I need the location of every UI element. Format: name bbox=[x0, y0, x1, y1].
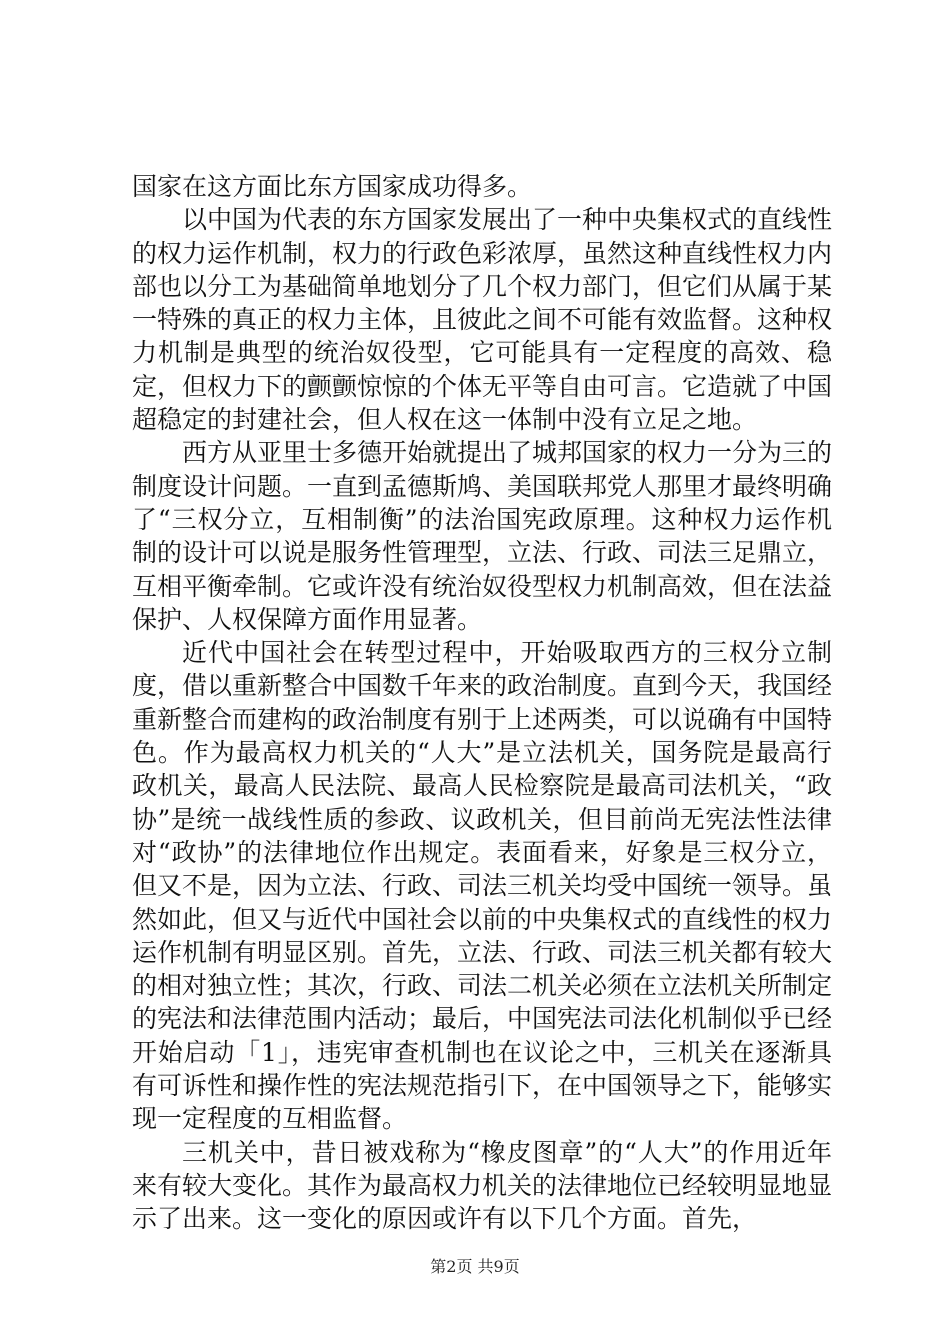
paragraph-3: 西方从亚里士多德开始就提出了城邦国家的权力一分为三的制度设计问题。一直到孟德斯鸠、美国联邦党人那里才最终明确了“三权分立，互相制衡”的法治国宪政原理。这种权力运作机制的设计可以说是服务性管理型，立法、行政、司法三足鼎立，互相平衡牵制。它或许没有统治奴役型权力机制高效，但在法益保护、人权保障方面作用显著。 bbox=[132, 438, 833, 634]
document-body bbox=[132, 170, 832, 1236]
paragraph-2: 以中国为代表的东方国家发展出了一种中央集权式的直线性的权力运作机制，权力的行政色彩浓厚，虽然这种直线性权力内部也以分工为基础简单地划分了几个权力部门，但它们从属于某一特殊的真正的权力主体，且彼此之间不可能有效监督。这种权力机制是典型的统治奴役型，它可能具有一定程度的高效、稳定，但权力下的颤颤惊惊的个体无平等自由可言。它造就了中国超稳定的封建社会，但人权在这一体制中没有立足之地。 bbox=[132, 205, 833, 435]
paragraph-1: 国家在这方面比东方国家成功得多。 bbox=[132, 172, 533, 201]
page-number-footer: 第2页 共9页 bbox=[430, 1257, 520, 1276]
paragraph-5: 三机关中，昔日被戏称为“橡皮图章”的“人大”的作用近年来有较大变化。其作为最高权力机关的法律地位已经较明显地显示了出来。这一变化的原因或许有以下几个方面。首先， bbox=[132, 1137, 833, 1234]
paragraph-4: 近代中国社会在转型过程中，开始吸取西方的三权分立制度，借以重新整合中国数千年来的政治制度。直到今天，我国经重新整合而建构的政治制度有别于上述两类，可以说确有中国特色。作为最高权力机关的“人大”是立法机关，国务院是最高行政机关，最高人民法院、最高人民检察院是最高司法机关，“政协”是统一战线性质的参政、议政机关，但目前尚无宪法性法律对“政协”的法律地位作出规定。表面看来，好象是三权分立，但又不是，因为立法、行政、司法三机关均受中国统一领导。虽然如此，但又与近代中国社会以前的中央集权式的直线性的权力运作机制有明显区别。首先，立法、行政、司法三机关都有较大的相对独立性；其次，行政、司法二机关必须在立法机关所制定的宪法和法律范围内活动；最后，中国宪法司法化机制似乎已经开始启动「1」，违宪审查机制也在议论之中，三机关在逐渐具有可诉性和操作性的宪法规范指引下，在中国领导之下，能够实现一定程度的互相监督。 bbox=[132, 638, 833, 1134]
